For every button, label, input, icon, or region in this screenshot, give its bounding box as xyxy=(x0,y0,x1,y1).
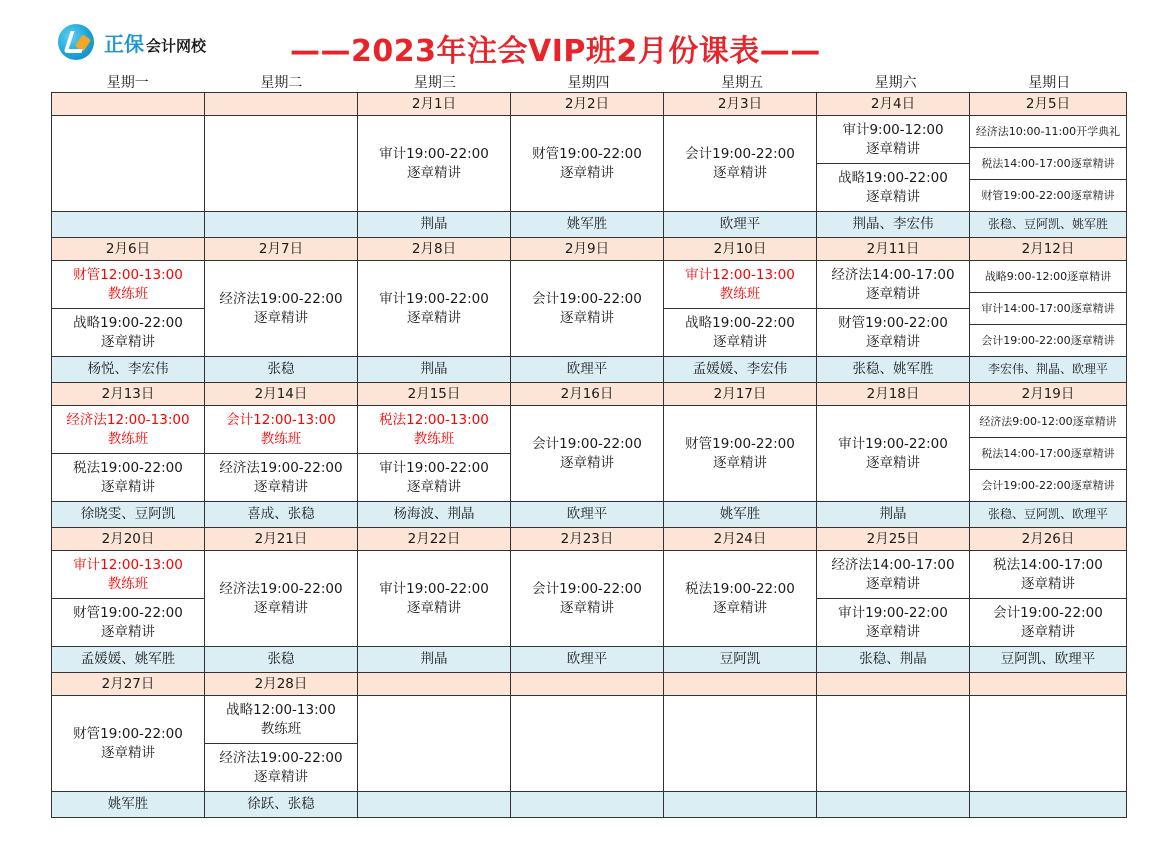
class-session xyxy=(205,453,357,501)
class-cell xyxy=(205,696,358,792)
class-session xyxy=(52,261,204,308)
date-cell: 2月2日 xyxy=(511,93,664,116)
session-time: 审计19:00-22:00 xyxy=(379,459,489,476)
teacher-cell xyxy=(358,792,511,818)
class-row xyxy=(52,406,1127,502)
weekday-label: 星期二 xyxy=(260,75,303,91)
class-cell xyxy=(358,551,511,647)
date-row xyxy=(52,673,1127,696)
session-time: 审计19:00-22:00 xyxy=(379,580,489,597)
session-time: 战略19:00-22:00 xyxy=(73,314,183,331)
date-cell: 2月10日 xyxy=(664,238,817,261)
class-session xyxy=(970,147,1126,179)
date-row xyxy=(52,528,1127,551)
date-cell: 2月21日 xyxy=(205,528,358,551)
date-cell: 2月8日 xyxy=(358,238,511,261)
teacher-cell: 姚军胜 xyxy=(664,502,817,528)
class-row xyxy=(52,696,1127,792)
session-time: 战略19:00-22:00 xyxy=(685,314,795,331)
teacher-cell: 徐晓雯、豆阿凯 xyxy=(52,502,205,528)
teacher-cell: 欧理平 xyxy=(664,212,817,238)
teacher-row xyxy=(52,792,1127,818)
class-session xyxy=(52,308,204,356)
teacher-cell xyxy=(817,792,970,818)
class-session xyxy=(205,696,357,743)
session-type: 教练班 xyxy=(719,285,761,302)
date-cell: 2月27日 xyxy=(52,673,205,696)
session-time: 经济法10:00-11:00开学典礼 xyxy=(975,125,1121,138)
session-time: 财管19:00-22:00 xyxy=(73,725,183,742)
class-session xyxy=(358,406,510,453)
session-time: 审计14:00-17:00逐章精讲 xyxy=(981,302,1115,315)
date-cell: 2月20日 xyxy=(52,528,205,551)
class-session xyxy=(970,292,1126,324)
class-session xyxy=(511,290,663,328)
class-session xyxy=(970,551,1126,598)
session-type: 逐章精讲 xyxy=(866,188,920,205)
session-type: 逐章精讲 xyxy=(713,164,767,181)
teacher-row xyxy=(52,647,1127,673)
date-cell: 2月18日 xyxy=(817,383,970,406)
class-cell xyxy=(511,116,664,212)
date-cell: 2月22日 xyxy=(358,528,511,551)
teacher-cell xyxy=(511,792,664,818)
session-time: 税法14:00-17:00逐章精讲 xyxy=(981,157,1115,170)
session-type: 逐章精讲 xyxy=(101,333,155,350)
date-cell: 2月26日 xyxy=(970,528,1127,551)
session-time: 审计12:00-13:00 xyxy=(685,266,795,283)
class-session xyxy=(52,598,204,646)
session-type: 逐章精讲 xyxy=(866,454,920,471)
session-type: 逐章精讲 xyxy=(407,164,461,181)
date-cell: 2月19日 xyxy=(970,383,1127,406)
teacher-row xyxy=(52,502,1127,528)
session-type: 逐章精讲 xyxy=(407,309,461,326)
teacher-cell: 张稳、豆阿凯、姚军胜 xyxy=(970,212,1127,238)
class-session xyxy=(970,406,1126,437)
session-time: 经济法19:00-22:00 xyxy=(219,749,343,766)
session-time: 税法19:00-22:00 xyxy=(73,459,183,476)
class-cell xyxy=(511,406,664,502)
class-cell xyxy=(205,406,358,502)
class-cell xyxy=(52,116,205,212)
session-time: 会计19:00-22:00 xyxy=(993,604,1103,621)
session-time: 会计19:00-22:00 xyxy=(532,435,642,452)
session-type: 逐章精讲 xyxy=(713,454,767,471)
date-cell xyxy=(52,93,205,116)
session-type: 逐章精讲 xyxy=(866,575,920,592)
teacher-cell: 欧理平 xyxy=(511,502,664,528)
class-cell xyxy=(511,261,664,357)
teacher-cell: 荆晶 xyxy=(358,647,511,673)
session-type: 逐章精讲 xyxy=(254,309,308,326)
session-type: 逐章精讲 xyxy=(866,140,920,157)
session-time: 战略9:00-12:00逐章精讲 xyxy=(984,270,1112,283)
teacher-cell: 喜成、张稳 xyxy=(205,502,358,528)
session-time: 审计19:00-22:00 xyxy=(838,435,948,452)
class-cell xyxy=(970,261,1127,357)
class-cell xyxy=(664,116,817,212)
session-type: 逐章精讲 xyxy=(560,164,614,181)
session-time: 战略12:00-13:00 xyxy=(226,701,336,718)
class-session xyxy=(358,290,510,328)
weekday-label: 星期一 xyxy=(106,75,149,91)
teacher-cell: 张稳、豆阿凯、欧理平 xyxy=(970,502,1127,528)
session-type: 教练班 xyxy=(107,430,149,447)
session-time: 经济法19:00-22:00 xyxy=(219,459,343,476)
session-time: 审计19:00-22:00 xyxy=(379,290,489,307)
session-time: 税法12:00-13:00 xyxy=(379,411,489,428)
class-cell xyxy=(970,696,1127,792)
session-time: 税法14:00-17:00 xyxy=(993,556,1103,573)
date-cell: 2月17日 xyxy=(664,383,817,406)
class-session xyxy=(970,324,1126,356)
session-type: 教练班 xyxy=(413,430,455,447)
class-session xyxy=(358,580,510,618)
teacher-cell: 欧理平 xyxy=(511,647,664,673)
session-time: 财管19:00-22:00 xyxy=(73,604,183,621)
class-cell xyxy=(205,116,358,212)
weekday-label: 星期日 xyxy=(1028,75,1071,91)
teacher-cell: 张稳 xyxy=(205,647,358,673)
weekday-label: 星期三 xyxy=(413,75,456,91)
schedule-table xyxy=(51,92,1127,818)
date-row xyxy=(52,238,1127,261)
class-cell xyxy=(817,116,970,212)
class-session xyxy=(970,179,1126,211)
class-session xyxy=(817,551,969,598)
class-cell xyxy=(52,551,205,647)
session-type: 逐章精讲 xyxy=(713,599,767,616)
session-type: 逐章精讲 xyxy=(407,599,461,616)
class-session xyxy=(970,116,1126,147)
session-type: 逐章精讲 xyxy=(254,599,308,616)
class-session xyxy=(664,580,816,618)
weekday-header xyxy=(51,72,1126,92)
teacher-cell xyxy=(664,792,817,818)
session-type: 教练班 xyxy=(107,575,149,592)
logo-main-text: 正保 xyxy=(104,31,144,56)
session-time: 经济法12:00-13:00 xyxy=(66,411,190,428)
date-row xyxy=(52,383,1127,406)
date-cell: 2月1日 xyxy=(358,93,511,116)
session-time: 会计19:00-22:00 xyxy=(532,290,642,307)
teacher-cell: 杨海波、荆晶 xyxy=(358,502,511,528)
session-type: 逐章精讲 xyxy=(254,768,308,785)
class-session xyxy=(970,437,1126,469)
date-row xyxy=(52,93,1127,116)
class-session xyxy=(817,598,969,646)
schedule xyxy=(51,72,1126,818)
date-cell: 2月23日 xyxy=(511,528,664,551)
teacher-cell: 姚军胜 xyxy=(511,212,664,238)
teacher-cell: 欧理平 xyxy=(511,357,664,383)
class-session xyxy=(817,116,969,163)
class-session xyxy=(970,598,1126,646)
session-time: 会计12:00-13:00 xyxy=(226,411,336,428)
session-type: 逐章精讲 xyxy=(713,333,767,350)
session-type: 教练班 xyxy=(260,430,302,447)
class-session xyxy=(664,435,816,473)
class-cell xyxy=(970,406,1127,502)
teacher-cell: 张稳、姚军胜 xyxy=(817,357,970,383)
teacher-cell: 杨悦、李宏伟 xyxy=(52,357,205,383)
class-cell xyxy=(664,551,817,647)
session-type: 逐章精讲 xyxy=(866,623,920,640)
session-time: 审计19:00-22:00 xyxy=(379,145,489,162)
class-cell xyxy=(358,406,511,502)
class-session xyxy=(205,406,357,453)
session-time: 战略19:00-22:00 xyxy=(838,169,948,186)
page-title: ——2023年注会VIP班2月份课表—— xyxy=(290,34,821,69)
date-cell: 2月9日 xyxy=(511,238,664,261)
teacher-row xyxy=(52,357,1127,383)
class-session xyxy=(817,435,969,473)
class-session xyxy=(358,453,510,501)
class-session xyxy=(511,580,663,618)
date-cell xyxy=(664,673,817,696)
teacher-cell: 徐跃、张稳 xyxy=(205,792,358,818)
weekday-label: 星期四 xyxy=(567,75,610,91)
date-cell: 2月24日 xyxy=(664,528,817,551)
class-session xyxy=(511,145,663,183)
weekday-label: 星期五 xyxy=(721,75,764,91)
teacher-cell: 孟媛媛、李宏伟 xyxy=(664,357,817,383)
session-type: 逐章精讲 xyxy=(866,285,920,302)
session-time: 会计19:00-22:00 xyxy=(685,145,795,162)
teacher-row xyxy=(52,212,1127,238)
teacher-cell xyxy=(52,212,205,238)
logo xyxy=(58,22,206,62)
class-session xyxy=(205,290,357,328)
session-type: 逐章精讲 xyxy=(866,333,920,350)
class-cell xyxy=(358,116,511,212)
session-time: 经济法19:00-22:00 xyxy=(219,290,343,307)
date-cell xyxy=(205,93,358,116)
session-time: 财管19:00-22:00 xyxy=(838,314,948,331)
date-cell xyxy=(511,673,664,696)
session-type: 逐章精讲 xyxy=(1021,623,1075,640)
date-cell xyxy=(970,673,1127,696)
teacher-cell: 豆阿凯、欧理平 xyxy=(970,647,1127,673)
class-cell xyxy=(358,696,511,792)
class-cell xyxy=(205,261,358,357)
session-time: 会计19:00-22:00 xyxy=(532,580,642,597)
session-time: 税法14:00-17:00逐章精讲 xyxy=(981,447,1115,460)
class-session xyxy=(52,551,204,598)
date-cell: 2月25日 xyxy=(817,528,970,551)
class-cell xyxy=(817,261,970,357)
class-session xyxy=(664,261,816,308)
class-session xyxy=(817,261,969,308)
class-session xyxy=(817,163,969,211)
teacher-cell: 荆晶 xyxy=(358,357,511,383)
class-session xyxy=(358,145,510,183)
class-cell xyxy=(664,406,817,502)
session-time: 经济法19:00-22:00 xyxy=(219,580,343,597)
session-type: 逐章精讲 xyxy=(101,623,155,640)
class-cell xyxy=(52,696,205,792)
date-cell xyxy=(358,673,511,696)
session-time: 财管19:00-22:00逐章精讲 xyxy=(981,189,1115,202)
class-session xyxy=(205,743,357,791)
class-cell xyxy=(970,551,1127,647)
teacher-cell xyxy=(205,212,358,238)
teacher-cell xyxy=(970,792,1127,818)
class-session xyxy=(52,453,204,501)
session-time: 财管12:00-13:00 xyxy=(73,266,183,283)
session-time: 财管19:00-22:00 xyxy=(685,435,795,452)
date-cell: 2月14日 xyxy=(205,383,358,406)
class-session xyxy=(52,725,204,763)
class-cell xyxy=(511,551,664,647)
teacher-cell: 李宏伟、荆晶、欧理平 xyxy=(970,357,1127,383)
class-cell xyxy=(970,116,1127,212)
session-type: 逐章精讲 xyxy=(1021,575,1075,592)
class-session xyxy=(52,406,204,453)
class-cell xyxy=(52,261,205,357)
date-cell: 2月6日 xyxy=(52,238,205,261)
class-session xyxy=(664,308,816,356)
date-cell: 2月3日 xyxy=(664,93,817,116)
date-cell: 2月11日 xyxy=(817,238,970,261)
date-cell: 2月12日 xyxy=(970,238,1127,261)
teacher-cell: 荆晶 xyxy=(358,212,511,238)
class-cell xyxy=(664,261,817,357)
class-cell xyxy=(205,551,358,647)
class-cell xyxy=(511,696,664,792)
class-session xyxy=(970,469,1126,501)
session-type: 逐章精讲 xyxy=(560,309,614,326)
date-cell: 2月28日 xyxy=(205,673,358,696)
class-cell xyxy=(664,696,817,792)
session-time: 经济法14:00-17:00 xyxy=(831,556,955,573)
date-cell: 2月7日 xyxy=(205,238,358,261)
teacher-cell: 荆晶、李宏伟 xyxy=(817,212,970,238)
class-session xyxy=(664,145,816,183)
teacher-cell: 豆阿凯 xyxy=(664,647,817,673)
teacher-cell: 张稳、荆晶 xyxy=(817,647,970,673)
date-cell: 2月16日 xyxy=(511,383,664,406)
session-time: 税法19:00-22:00 xyxy=(685,580,795,597)
class-session xyxy=(970,261,1126,292)
class-cell xyxy=(817,551,970,647)
class-row xyxy=(52,116,1127,212)
session-time: 经济法14:00-17:00 xyxy=(831,266,955,283)
date-cell xyxy=(817,673,970,696)
date-cell: 2月5日 xyxy=(970,93,1127,116)
class-session xyxy=(817,308,969,356)
teacher-cell: 张稳 xyxy=(205,357,358,383)
session-type: 教练班 xyxy=(260,720,302,737)
teacher-cell: 姚军胜 xyxy=(52,792,205,818)
date-cell: 2月4日 xyxy=(817,93,970,116)
session-time: 会计19:00-22:00逐章精讲 xyxy=(981,479,1115,492)
class-row xyxy=(52,551,1127,647)
session-type: 教练班 xyxy=(107,285,149,302)
class-cell xyxy=(52,406,205,502)
class-session xyxy=(511,435,663,473)
weekday-label: 星期六 xyxy=(874,75,917,91)
session-type: 逐章精讲 xyxy=(101,478,155,495)
logo-sub-text: 会计网校 xyxy=(146,36,207,55)
session-time: 经济法9:00-12:00逐章精讲 xyxy=(979,415,1117,428)
session-time: 财管19:00-22:00 xyxy=(532,145,642,162)
date-cell: 2月13日 xyxy=(52,383,205,406)
session-type: 逐章精讲 xyxy=(101,744,155,761)
class-row xyxy=(52,261,1127,357)
class-cell xyxy=(817,406,970,502)
teacher-cell: 荆晶 xyxy=(817,502,970,528)
class-session xyxy=(205,580,357,618)
session-time: 审计12:00-13:00 xyxy=(73,556,183,573)
session-type: 逐章精讲 xyxy=(560,454,614,471)
teacher-cell: 孟媛媛、姚军胜 xyxy=(52,647,205,673)
class-cell xyxy=(817,696,970,792)
session-time: 会计19:00-22:00逐章精讲 xyxy=(981,334,1115,347)
session-type: 逐章精讲 xyxy=(254,478,308,495)
session-time: 审计9:00-12:00 xyxy=(842,121,944,138)
class-cell xyxy=(358,261,511,357)
date-cell: 2月15日 xyxy=(358,383,511,406)
session-type: 逐章精讲 xyxy=(560,599,614,616)
session-type: 逐章精讲 xyxy=(407,478,461,495)
session-time: 审计19:00-22:00 xyxy=(838,604,948,621)
logo-icon xyxy=(58,24,94,60)
